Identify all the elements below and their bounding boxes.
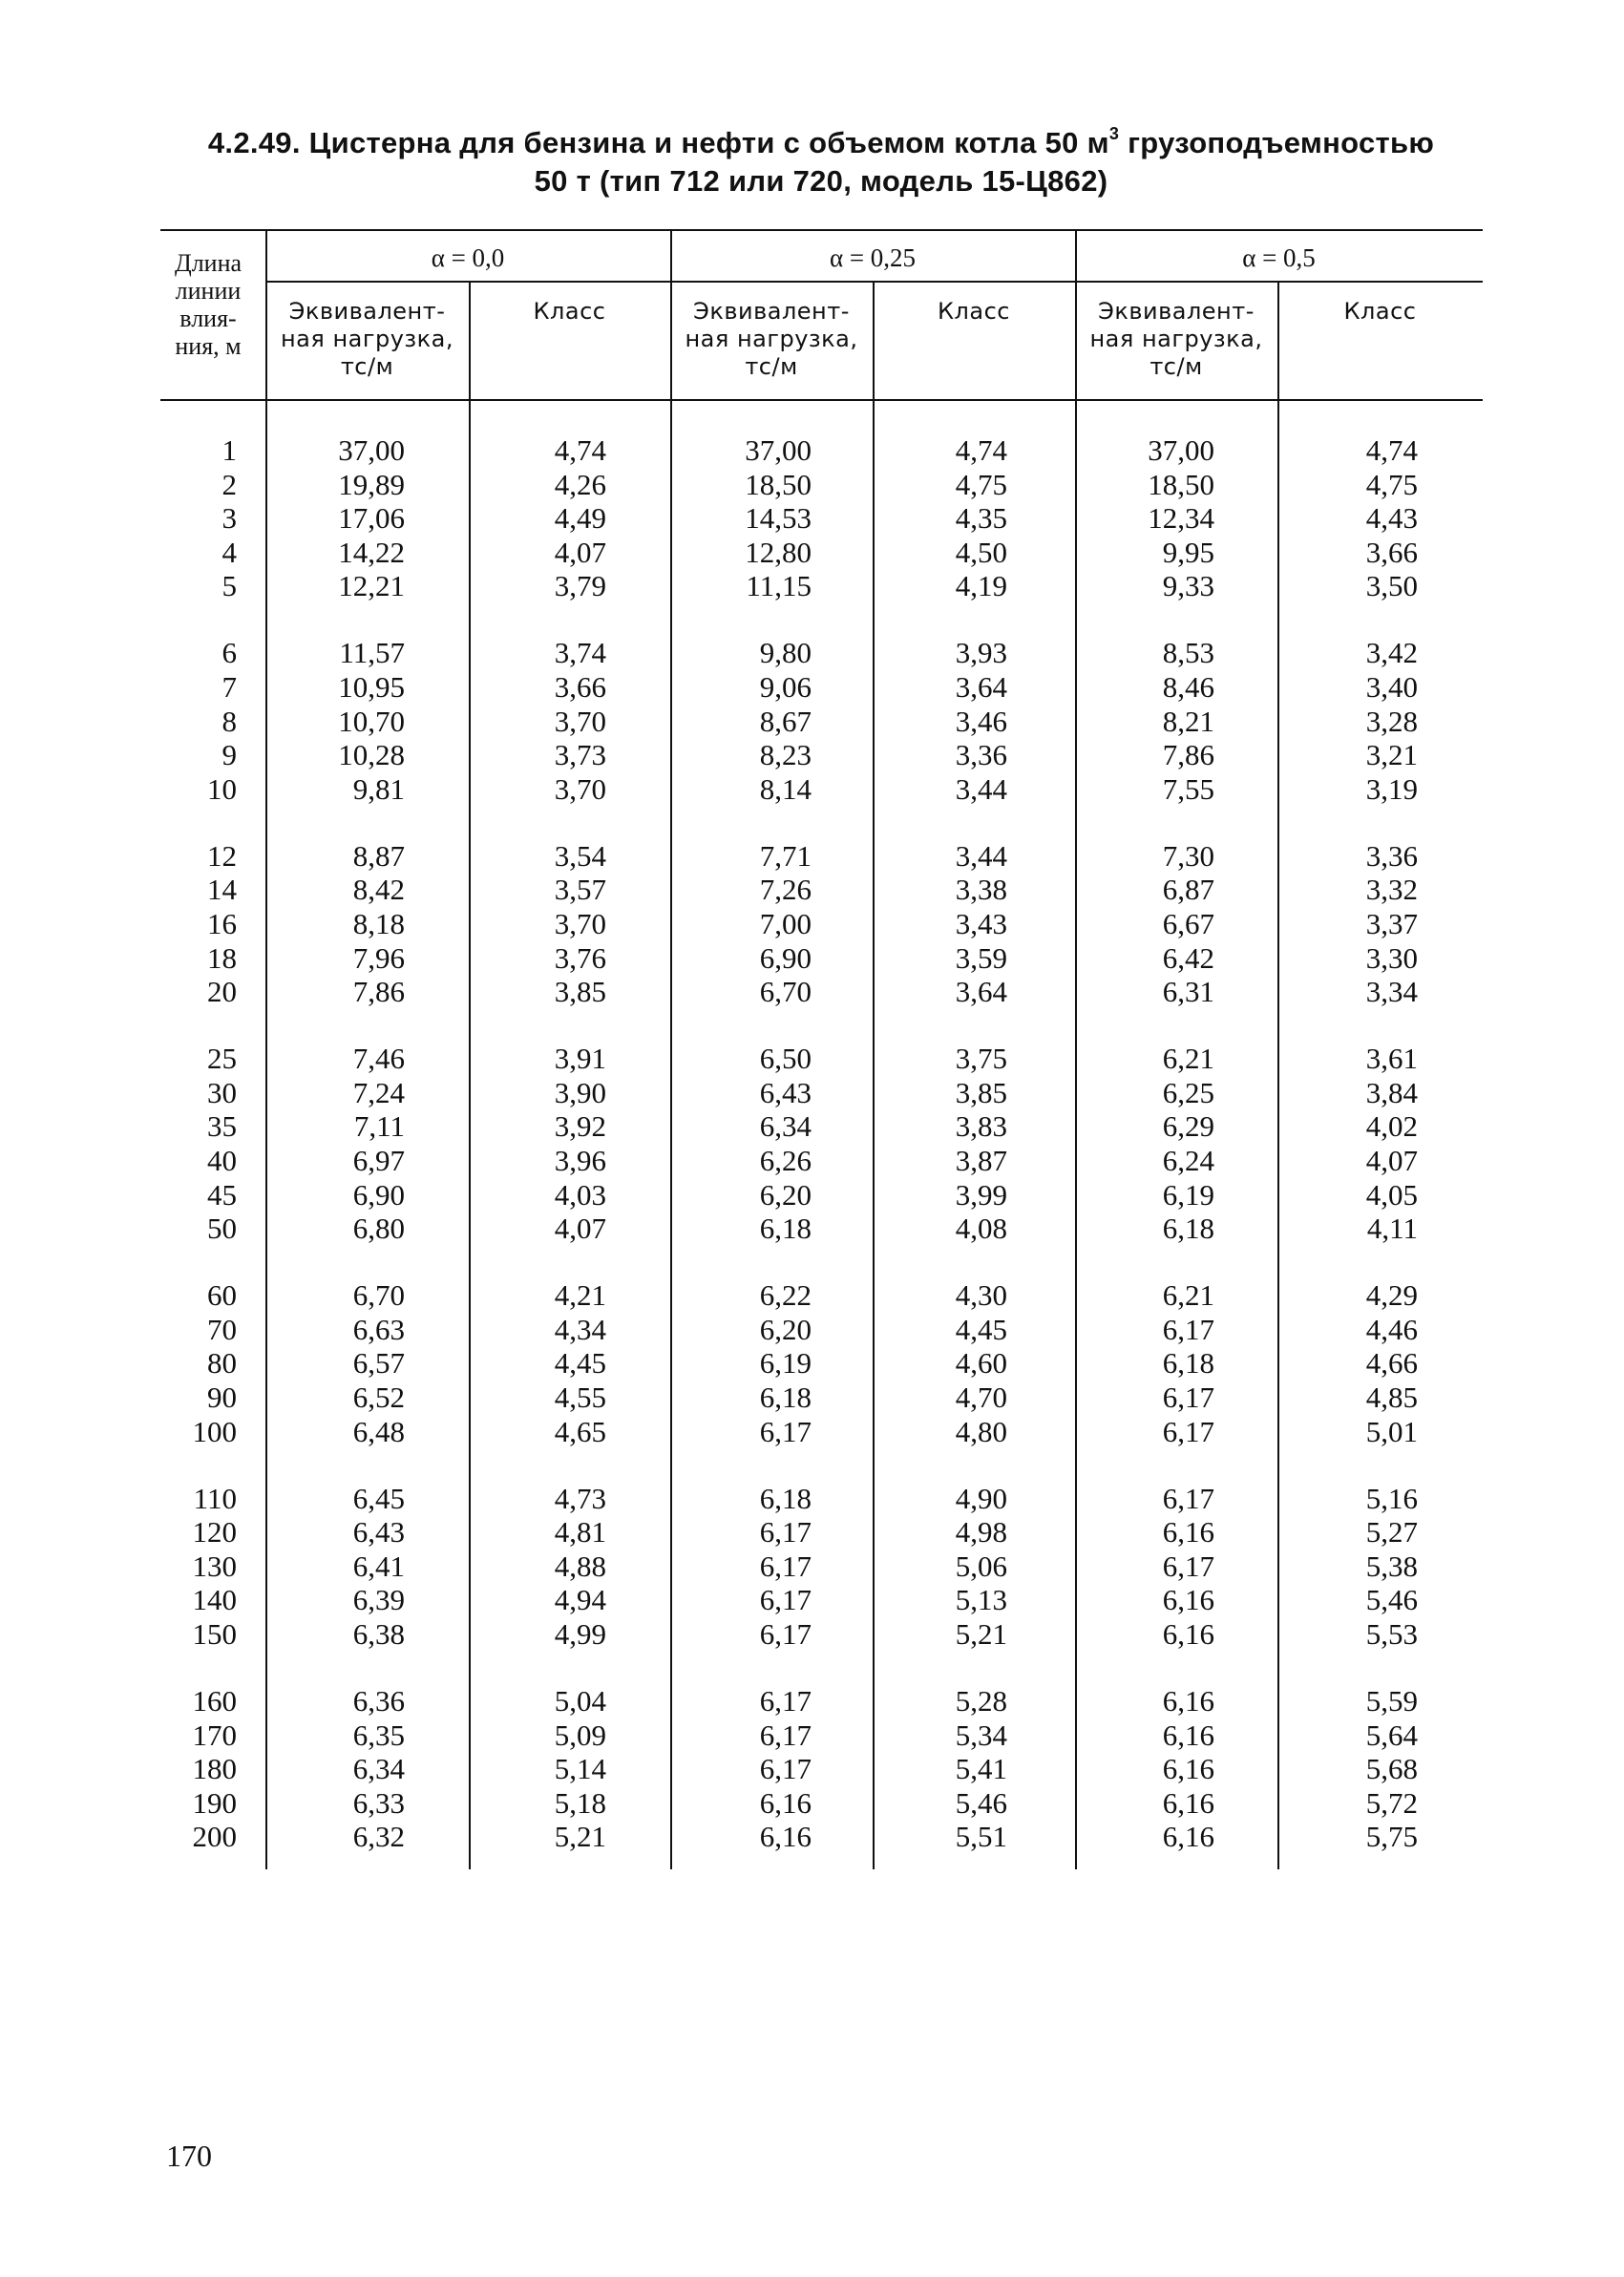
- class-cell: 4,74: [1365, 433, 1418, 467]
- class-cell: 5,13: [955, 1583, 1007, 1616]
- group-header: α = 0,5: [1242, 243, 1316, 272]
- class-cell: 4,60: [955, 1346, 1007, 1380]
- class-cell: 4,88: [554, 1550, 606, 1583]
- equiv-load-cell: 6,67: [1162, 907, 1214, 940]
- length-cell: 16: [207, 907, 237, 940]
- equiv-load-cell: 6,50: [759, 1042, 812, 1075]
- equiv-load-header: ная нагрузка,: [685, 326, 858, 352]
- equiv-load-cell: 8,67: [759, 705, 812, 738]
- equiv-load-cell: 6,16: [1162, 1786, 1214, 1820]
- length-cell: 20: [207, 975, 237, 1008]
- class-cell: 4,50: [955, 536, 1007, 569]
- length-cell: 70: [207, 1313, 237, 1346]
- length-cell: 2: [221, 468, 237, 501]
- length-cell: 12: [207, 839, 237, 873]
- length-cell: 50: [207, 1212, 237, 1245]
- class-cell: 5,28: [955, 1684, 1007, 1718]
- class-cell: 4,70: [955, 1381, 1007, 1414]
- class-cell: 3,38: [955, 873, 1007, 906]
- class-cell: 3,74: [554, 636, 606, 669]
- column-rule: [1277, 281, 1279, 1869]
- equiv-load-cell: 6,41: [352, 1550, 405, 1583]
- class-cell: 3,85: [554, 975, 606, 1008]
- equiv-load-cell: 6,17: [759, 1550, 812, 1583]
- equiv-load-cell: 8,46: [1162, 670, 1214, 704]
- class-cell: 4,35: [955, 501, 1007, 535]
- class-cell: 5,27: [1365, 1515, 1418, 1549]
- class-cell: 3,21: [1365, 738, 1418, 771]
- length-cell: 140: [192, 1583, 237, 1616]
- equiv-load-cell: 6,18: [759, 1212, 812, 1245]
- class-cell: 4,45: [955, 1313, 1007, 1346]
- class-cell: 3,44: [955, 772, 1007, 806]
- page-number: 170: [166, 2139, 212, 2173]
- class-cell: 3,36: [1365, 839, 1418, 873]
- equiv-load-cell: 9,81: [352, 772, 405, 806]
- header-bottom-rule: [160, 399, 1483, 401]
- class-cell: 3,36: [955, 738, 1007, 771]
- class-cell: 3,40: [1365, 670, 1418, 704]
- equiv-load-cell: 6,16: [1162, 1718, 1214, 1752]
- length-cell: 100: [192, 1415, 237, 1448]
- class-cell: 5,14: [554, 1752, 606, 1785]
- equiv-load-cell: 7,00: [759, 907, 812, 940]
- equiv-load-cell: 6,39: [352, 1583, 405, 1616]
- length-cell: 120: [192, 1515, 237, 1549]
- class-cell: 4,80: [955, 1415, 1007, 1448]
- equiv-load-cell: 6,63: [352, 1313, 405, 1346]
- class-cell: 3,59: [955, 941, 1007, 975]
- equiv-load-cell: 8,23: [759, 738, 812, 771]
- class-cell: 5,41: [955, 1752, 1007, 1785]
- equiv-load-cell: 6,17: [759, 1583, 812, 1616]
- length-cell: 35: [207, 1109, 237, 1143]
- table-top-rule: [160, 229, 1483, 231]
- class-cell: 5,46: [955, 1786, 1007, 1820]
- equiv-load-cell: 6,17: [759, 1617, 812, 1651]
- class-cell: 3,44: [955, 839, 1007, 873]
- length-cell: 110: [193, 1482, 237, 1515]
- class-cell: 3,32: [1365, 873, 1418, 906]
- length-cell: 80: [207, 1346, 237, 1380]
- length-cell: 1: [221, 433, 237, 467]
- equiv-load-cell: 6,70: [759, 975, 812, 1008]
- equiv-load-cell: 7,24: [352, 1076, 405, 1109]
- equiv-load-cell: 14,22: [338, 536, 405, 569]
- length-cell: 90: [207, 1381, 237, 1414]
- length-cell: 170: [192, 1718, 237, 1752]
- equiv-load-cell: 6,38: [352, 1617, 405, 1651]
- equiv-load-cell: 7,30: [1162, 839, 1214, 873]
- class-cell: 5,34: [955, 1718, 1007, 1752]
- equiv-load-cell: 6,17: [759, 1718, 812, 1752]
- class-cell: 4,65: [554, 1415, 606, 1448]
- equiv-load-header: ная нагрузка,: [1089, 326, 1263, 352]
- class-cell: 3,91: [554, 1042, 606, 1075]
- class-cell: 3,30: [1365, 941, 1418, 975]
- length-cell: 7: [221, 670, 237, 704]
- class-cell: 3,57: [554, 873, 606, 906]
- equiv-load-cell: 7,86: [352, 975, 405, 1008]
- equiv-load-cell: 8,53: [1162, 636, 1214, 669]
- equiv-load-cell: 8,21: [1162, 705, 1214, 738]
- equiv-load-cell: 6,45: [352, 1482, 405, 1515]
- equiv-load-cell: 9,06: [759, 670, 812, 704]
- class-cell: 4,94: [554, 1583, 606, 1616]
- class-cell: 4,29: [1365, 1278, 1418, 1312]
- equiv-load-cell: 6,21: [1162, 1278, 1214, 1312]
- class-cell: 3,50: [1365, 569, 1418, 602]
- equiv-load-cell: 9,95: [1162, 536, 1214, 569]
- equiv-load-cell: 18,50: [745, 468, 812, 501]
- equiv-load-cell: 6,17: [1162, 1482, 1214, 1515]
- length-cell: 180: [192, 1752, 237, 1785]
- group-header: α = 0,25: [829, 243, 917, 272]
- equiv-load-cell: 8,87: [352, 839, 405, 873]
- class-cell: 4,90: [955, 1482, 1007, 1515]
- equiv-load-header: Эквивалент-: [1098, 298, 1255, 325]
- class-cell: 5,46: [1365, 1583, 1418, 1616]
- length-cell: 3: [221, 501, 237, 535]
- equiv-load-cell: 6,21: [1162, 1042, 1214, 1075]
- equiv-load-cell: 6,97: [352, 1144, 405, 1177]
- class-cell: 3,61: [1365, 1042, 1418, 1075]
- class-cell: 4,49: [554, 501, 606, 535]
- equiv-load-cell: 6,31: [1162, 975, 1214, 1008]
- equiv-load-cell: 6,17: [1162, 1550, 1214, 1583]
- column-rule: [265, 229, 267, 1869]
- class-cell: 4,74: [955, 433, 1007, 467]
- class-cell: 3,92: [554, 1109, 606, 1143]
- equiv-load-cell: 10,95: [338, 670, 405, 704]
- title-line-1: 4.2.49. Цистерна для бензина и нефти с объемом котла 50 $м^3$ грузоподъемностью: [207, 124, 1435, 159]
- equiv-load-cell: 11,57: [339, 636, 405, 669]
- length-cell: 60: [207, 1278, 237, 1312]
- equiv-load-cell: 6,16: [759, 1786, 812, 1820]
- class-cell: 5,21: [554, 1820, 606, 1853]
- class-cell: 5,21: [955, 1617, 1007, 1651]
- class-cell: 3,96: [554, 1144, 606, 1177]
- equiv-load-cell: 6,17: [759, 1415, 812, 1448]
- length-cell: 40: [207, 1144, 237, 1177]
- equiv-load-cell: 6,29: [1162, 1109, 1214, 1143]
- class-cell: 5,75: [1365, 1820, 1418, 1853]
- class-cell: 5,01: [1365, 1415, 1418, 1448]
- equiv-load-cell: 6,32: [352, 1820, 405, 1853]
- class-header: Класс: [533, 298, 606, 325]
- length-cell: 5: [221, 569, 237, 602]
- class-cell: 4,99: [554, 1617, 606, 1651]
- class-cell: 3,87: [955, 1144, 1007, 1177]
- length-cell: 25: [207, 1042, 237, 1075]
- class-cell: 4,43: [1365, 501, 1418, 535]
- class-cell: 5,09: [554, 1718, 606, 1752]
- class-cell: 3,75: [955, 1042, 1007, 1075]
- equiv-load-cell: 6,34: [352, 1752, 405, 1785]
- equiv-load-cell: 6,90: [352, 1178, 405, 1212]
- class-cell: 3,70: [554, 705, 606, 738]
- header-line: линии: [175, 277, 242, 305]
- equiv-load-cell: 6,18: [759, 1482, 812, 1515]
- class-cell: 4,81: [554, 1515, 606, 1549]
- equiv-load-cell: 6,43: [352, 1515, 405, 1549]
- class-header: Класс: [938, 298, 1010, 325]
- equiv-load-cell: 6,18: [1162, 1346, 1214, 1380]
- class-cell: 4,85: [1365, 1381, 1418, 1414]
- group-header: α = 0,0: [431, 243, 505, 272]
- equiv-load-cell: 6,16: [1162, 1820, 1214, 1853]
- equiv-load-header: Эквивалент-: [288, 298, 446, 325]
- equiv-load-cell: 7,86: [1162, 738, 1214, 771]
- equiv-load-cell: 8,18: [352, 907, 405, 940]
- class-cell: 3,84: [1365, 1076, 1418, 1109]
- equiv-load-cell: 14,53: [745, 501, 812, 535]
- equiv-load-cell: 7,96: [352, 941, 405, 975]
- class-cell: 3,66: [1365, 536, 1418, 569]
- equiv-load-cell: 6,16: [1162, 1752, 1214, 1785]
- class-cell: 5,38: [1365, 1550, 1418, 1583]
- equiv-load-cell: 6,16: [759, 1820, 812, 1853]
- equiv-load-cell: 7,55: [1162, 772, 1214, 806]
- class-cell: 5,53: [1365, 1617, 1418, 1651]
- class-cell: 5,72: [1365, 1786, 1418, 1820]
- equiv-load-cell: 6,24: [1162, 1144, 1214, 1177]
- length-cell: 30: [207, 1076, 237, 1109]
- class-cell: 5,68: [1365, 1752, 1418, 1785]
- equiv-load-cell: 6,80: [352, 1212, 405, 1245]
- class-cell: 3,83: [955, 1109, 1007, 1143]
- class-cell: 5,18: [554, 1786, 606, 1820]
- equiv-load-cell: 6,19: [759, 1346, 812, 1380]
- length-cell: 160: [192, 1684, 237, 1718]
- equiv-load-header: Эквивалент-: [693, 298, 850, 325]
- header-line: Длина: [174, 249, 243, 277]
- equiv-load-cell: 6,17: [1162, 1313, 1214, 1346]
- class-cell: 3,34: [1365, 975, 1418, 1008]
- class-cell: 4,30: [955, 1278, 1007, 1312]
- equiv-load-cell: 12,21: [338, 569, 405, 602]
- column-rule: [469, 281, 471, 1869]
- equiv-load-cell: 6,20: [759, 1178, 812, 1212]
- class-cell: 5,51: [955, 1820, 1007, 1853]
- class-cell: 4,55: [554, 1381, 606, 1414]
- equiv-load-cell: 6,34: [759, 1109, 812, 1143]
- equiv-load-cell: 6,17: [759, 1752, 812, 1785]
- equiv-load-cell: 6,87: [1162, 873, 1214, 906]
- length-cell: 200: [192, 1820, 237, 1853]
- class-cell: 3,64: [955, 975, 1007, 1008]
- class-cell: 3,85: [955, 1076, 1007, 1109]
- length-cell: 150: [192, 1617, 237, 1651]
- equiv-load-cell: 6,19: [1162, 1178, 1214, 1212]
- length-cell: 6: [221, 636, 237, 669]
- equiv-load-cell: 7,46: [352, 1042, 405, 1075]
- equiv-load-header: тс/м: [745, 353, 798, 380]
- class-cell: 3,99: [955, 1178, 1007, 1212]
- title-line-2: 50 т (тип 712 или 720, модель 15-Ц862): [534, 164, 1108, 198]
- class-cell: 4,75: [955, 468, 1007, 501]
- length-cell: 45: [207, 1178, 237, 1212]
- equiv-load-cell: 6,18: [1162, 1212, 1214, 1245]
- equiv-load-cell: 6,43: [759, 1076, 812, 1109]
- class-cell: 5,04: [554, 1684, 606, 1718]
- length-cell: 190: [192, 1786, 237, 1820]
- equiv-load-cell: 6,33: [352, 1786, 405, 1820]
- column-rule: [873, 281, 875, 1869]
- class-cell: 4,02: [1365, 1109, 1418, 1143]
- class-cell: 3,73: [554, 738, 606, 771]
- equiv-load-header: тс/м: [340, 353, 394, 380]
- equiv-load-cell: 6,17: [1162, 1381, 1214, 1414]
- class-cell: 3,37: [1365, 907, 1418, 940]
- class-cell: 3,66: [554, 670, 606, 704]
- class-cell: 4,05: [1365, 1178, 1418, 1212]
- equiv-load-cell: 6,16: [1162, 1515, 1214, 1549]
- equiv-load-cell: 6,57: [352, 1346, 405, 1380]
- class-cell: 5,59: [1365, 1684, 1418, 1718]
- class-cell: 4,34: [554, 1313, 606, 1346]
- class-cell: 4,19: [955, 569, 1007, 602]
- equiv-load-cell: 12,34: [1148, 501, 1214, 535]
- equiv-load-cell: 6,22: [759, 1278, 812, 1312]
- length-cell: 18: [207, 941, 237, 975]
- column-rule: [670, 229, 672, 1869]
- class-header: Класс: [1343, 298, 1417, 325]
- equiv-load-cell: 37,00: [745, 433, 812, 467]
- equiv-load-cell: 6,36: [352, 1684, 405, 1718]
- class-cell: 4,98: [955, 1515, 1007, 1549]
- class-cell: 4,66: [1365, 1346, 1418, 1380]
- class-cell: 3,70: [554, 772, 606, 806]
- class-cell: 3,54: [554, 839, 606, 873]
- class-cell: 3,79: [554, 569, 606, 602]
- class-cell: 5,16: [1365, 1482, 1418, 1515]
- equiv-load-cell: 6,17: [759, 1515, 812, 1549]
- class-cell: 4,73: [554, 1482, 606, 1515]
- equiv-load-cell: 17,06: [338, 501, 405, 535]
- equiv-load-cell: 37,00: [1148, 433, 1214, 467]
- length-cell: 130: [192, 1550, 237, 1583]
- class-cell: 4,11: [1366, 1212, 1418, 1245]
- class-cell: 3,76: [554, 941, 606, 975]
- equiv-load-header: ная нагрузка,: [280, 326, 453, 352]
- equiv-load-cell: 6,48: [352, 1415, 405, 1448]
- class-cell: 3,64: [955, 670, 1007, 704]
- equiv-load-cell: 6,90: [759, 941, 812, 975]
- equiv-load-cell: 6,18: [759, 1381, 812, 1414]
- equiv-load-cell: 10,70: [338, 705, 405, 738]
- equiv-load-cell: 12,80: [745, 536, 812, 569]
- equiv-load-cell: 6,35: [352, 1718, 405, 1752]
- class-cell: 5,06: [955, 1550, 1007, 1583]
- column-rule: [1075, 229, 1077, 1869]
- class-cell: 3,93: [955, 636, 1007, 669]
- equiv-load-cell: 6,17: [1162, 1415, 1214, 1448]
- equiv-load-cell: 8,14: [759, 772, 812, 806]
- equiv-load-cell: 6,42: [1162, 941, 1214, 975]
- header-line: ния, м: [175, 332, 242, 360]
- class-cell: 4,75: [1365, 468, 1418, 501]
- length-cell: 10: [207, 772, 237, 806]
- class-cell: 4,46: [1365, 1313, 1418, 1346]
- class-cell: 3,90: [554, 1076, 606, 1109]
- class-cell: 3,46: [955, 705, 1007, 738]
- class-cell: 4,07: [1365, 1144, 1418, 1177]
- class-cell: 5,64: [1365, 1718, 1418, 1752]
- class-cell: 3,43: [955, 907, 1007, 940]
- class-cell: 3,70: [554, 907, 606, 940]
- equiv-load-cell: 6,17: [759, 1684, 812, 1718]
- equiv-load-cell: 6,26: [759, 1144, 812, 1177]
- equiv-load-cell: 10,28: [338, 738, 405, 771]
- equiv-load-cell: 6,52: [352, 1381, 405, 1414]
- equiv-load-header: тс/м: [1149, 353, 1203, 380]
- class-cell: 4,26: [554, 468, 606, 501]
- equiv-load-cell: 7,11: [353, 1109, 405, 1143]
- length-cell: 14: [207, 873, 237, 906]
- length-cell: 9: [221, 738, 237, 771]
- equiv-load-cell: 19,89: [338, 468, 405, 501]
- class-cell: 4,07: [554, 1212, 606, 1245]
- header-line: влия-: [179, 305, 237, 332]
- equiv-load-cell: 6,16: [1162, 1684, 1214, 1718]
- class-cell: 3,19: [1365, 772, 1418, 806]
- class-cell: 3,28: [1365, 705, 1418, 738]
- equiv-load-cell: 6,25: [1162, 1076, 1214, 1109]
- equiv-load-cell: 8,42: [352, 873, 405, 906]
- class-cell: 4,03: [554, 1178, 606, 1212]
- class-cell: 4,08: [955, 1212, 1007, 1245]
- equiv-load-cell: 11,15: [746, 569, 812, 602]
- class-cell: 4,07: [554, 536, 606, 569]
- length-cell: 8: [221, 705, 237, 738]
- equiv-load-cell: 7,71: [759, 839, 812, 873]
- equiv-load-cell: 6,16: [1162, 1583, 1214, 1616]
- equiv-load-cell: 6,20: [759, 1313, 812, 1346]
- class-cell: 3,42: [1365, 636, 1418, 669]
- class-cell: 4,21: [554, 1278, 606, 1312]
- equiv-load-cell: 6,16: [1162, 1617, 1214, 1651]
- equiv-load-cell: 37,00: [338, 433, 405, 467]
- equiv-load-cell: 7,26: [759, 873, 812, 906]
- class-cell: 4,45: [554, 1346, 606, 1380]
- class-cell: 4,74: [554, 433, 606, 467]
- equiv-load-cell: 9,33: [1162, 569, 1214, 602]
- equiv-load-cell: 6,70: [352, 1278, 405, 1312]
- length-cell: 4: [221, 536, 237, 569]
- equiv-load-cell: 18,50: [1148, 468, 1214, 501]
- equiv-load-cell: 9,80: [759, 636, 812, 669]
